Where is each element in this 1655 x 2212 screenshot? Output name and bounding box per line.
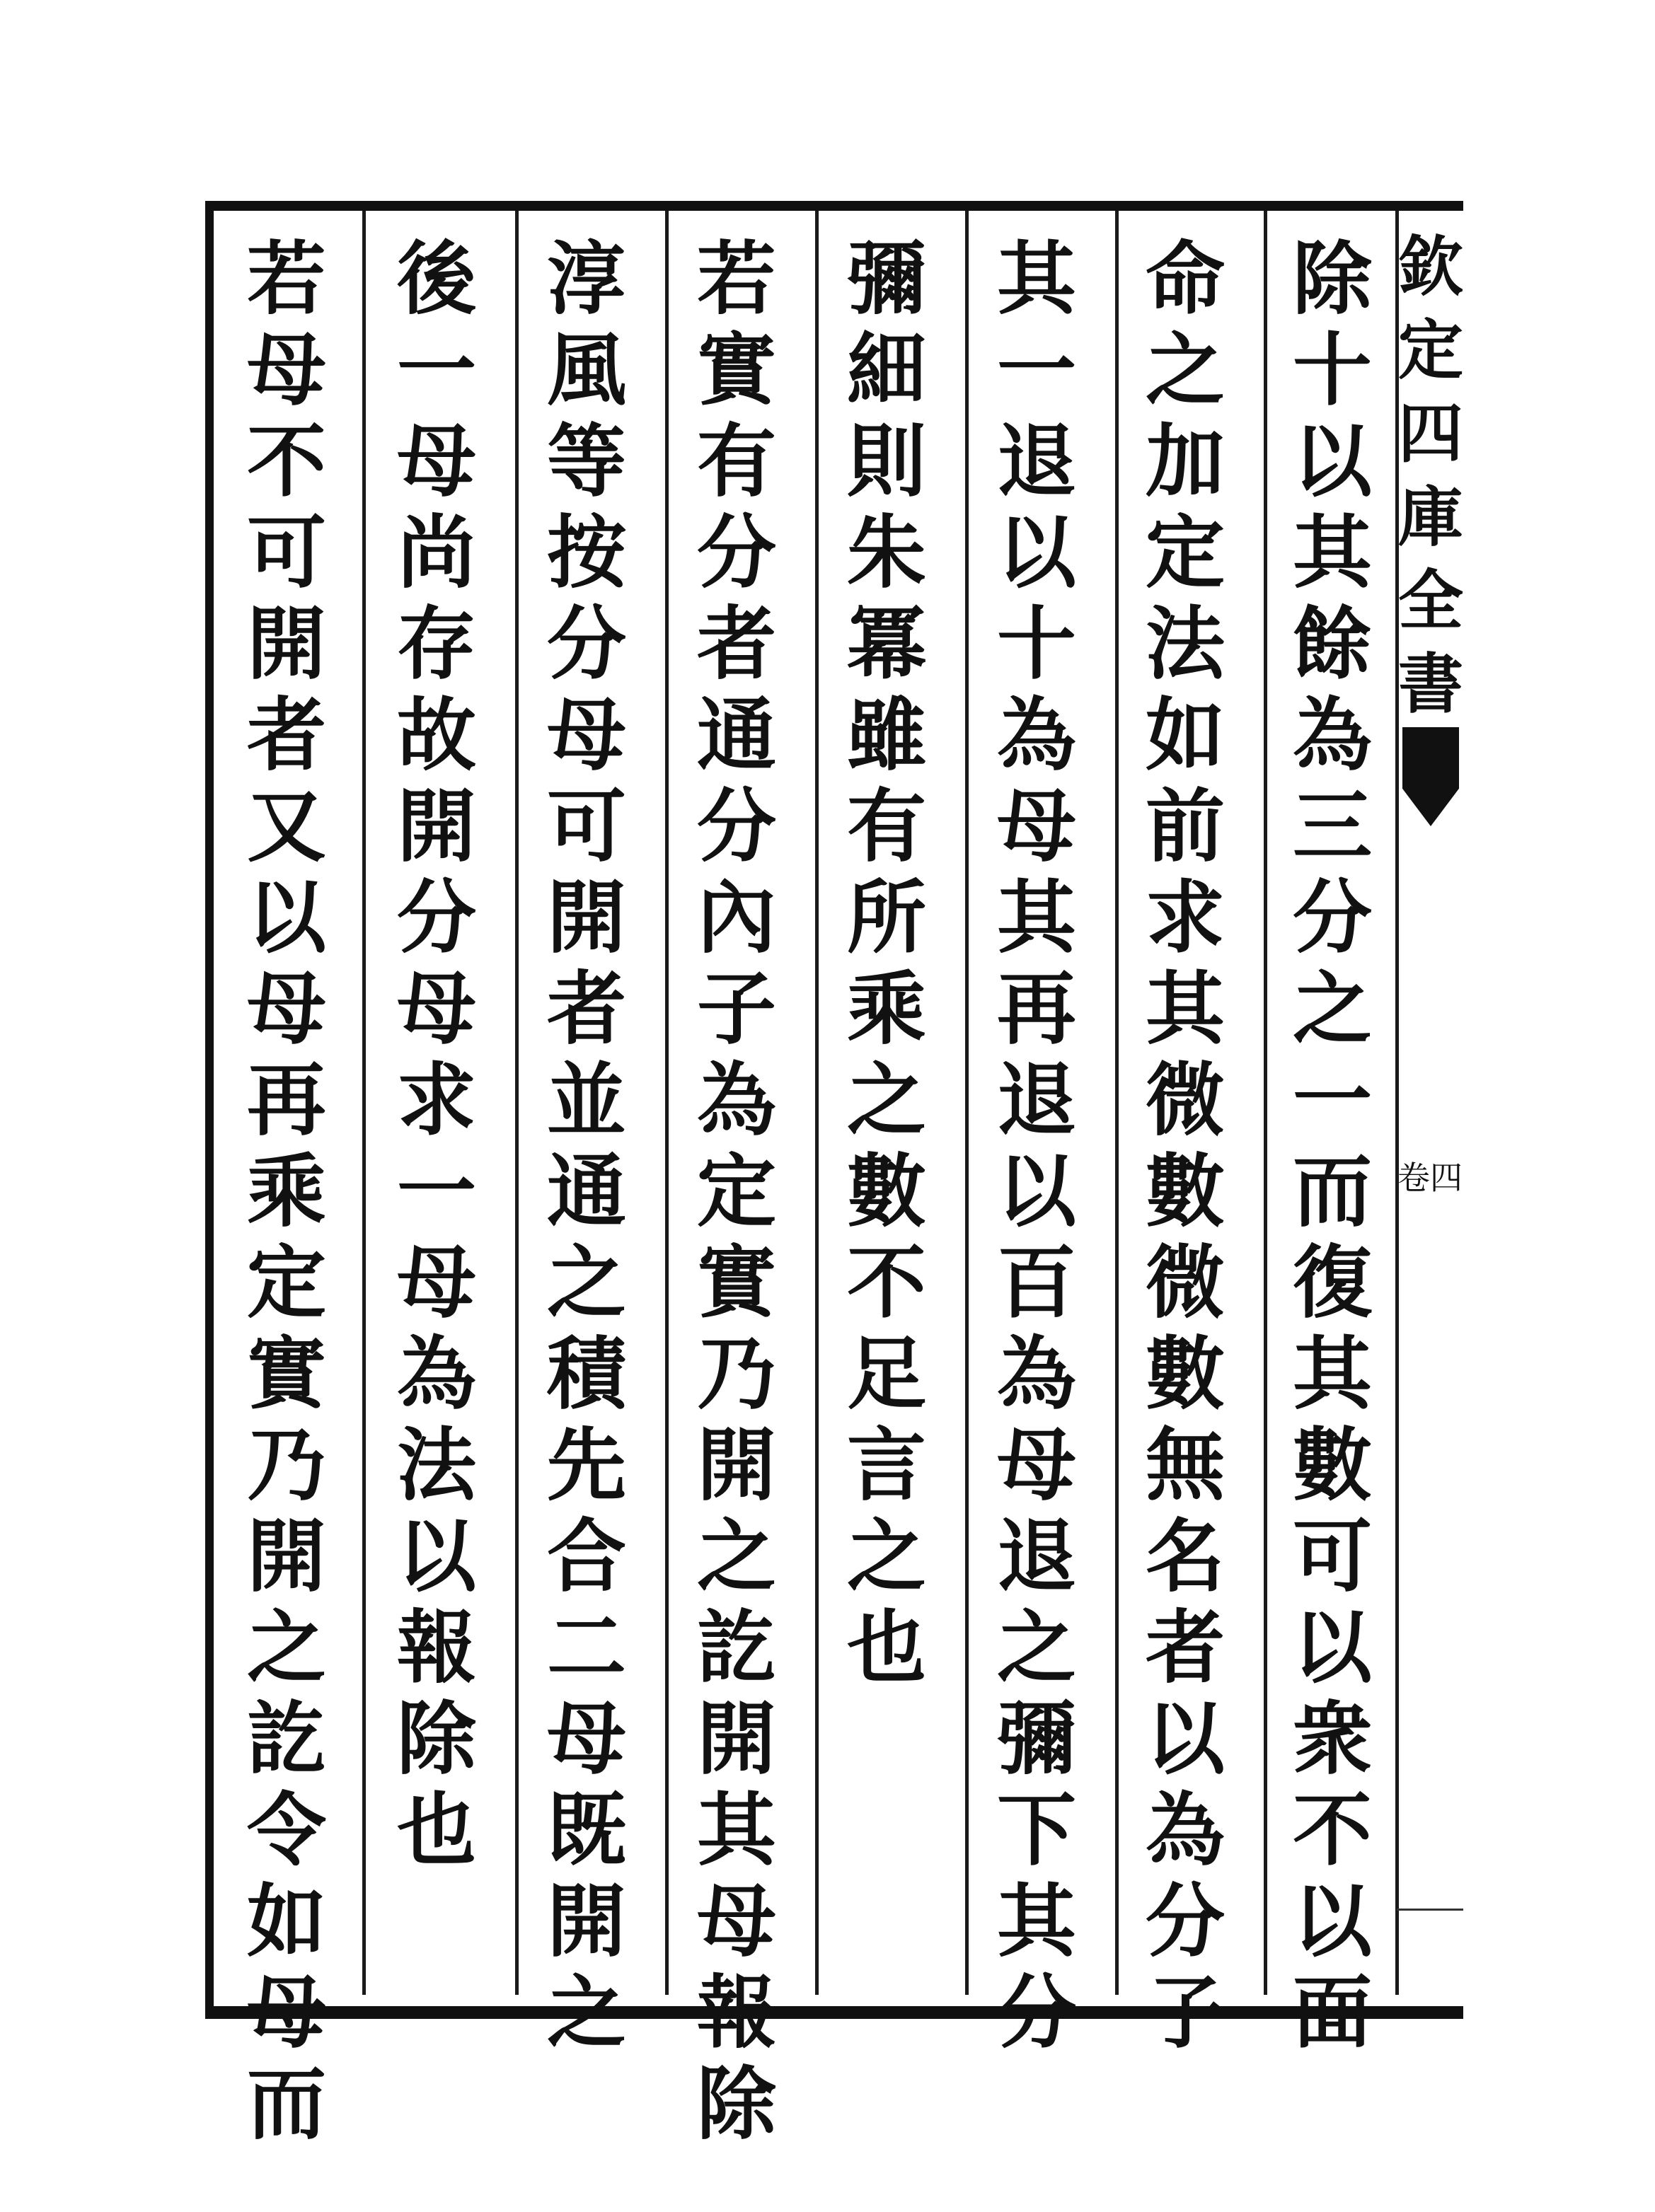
character: 乘	[847, 963, 926, 1055]
character: 面	[1293, 1967, 1372, 2059]
character: 母	[247, 963, 326, 1055]
character: 若	[247, 233, 326, 325]
character: 而	[247, 2058, 326, 2150]
title-character: 書	[1398, 646, 1464, 722]
character: 之	[997, 1602, 1076, 1694]
character: 以	[997, 1145, 1076, 1238]
text-column-8	[219, 233, 354, 2150]
character: 分	[697, 506, 776, 599]
title-character: 全	[1398, 562, 1464, 639]
character: 退	[997, 415, 1076, 508]
character: 分	[997, 1967, 1076, 2059]
character: 按	[547, 506, 626, 599]
character: 一	[397, 1145, 476, 1238]
column-rule	[665, 211, 669, 1995]
character: 通	[547, 1145, 626, 1238]
character: 求	[1146, 872, 1225, 964]
character: 開	[547, 1875, 626, 1968]
character: 其	[997, 872, 1076, 964]
character: 如	[1146, 689, 1225, 782]
character: 可	[547, 780, 626, 873]
character: 之	[847, 1510, 926, 1603]
character: 法	[1146, 598, 1225, 690]
character: 其	[1293, 506, 1372, 599]
character: 尚	[397, 506, 476, 599]
character: 開	[397, 780, 476, 873]
character: 有	[697, 415, 776, 508]
character: 分	[1146, 1875, 1225, 1968]
character: 衆	[1293, 1693, 1372, 1785]
character: 為	[697, 1054, 776, 1147]
character: 復	[1293, 1237, 1372, 1329]
character: 以	[1293, 1875, 1372, 1968]
character: 數	[1293, 1419, 1372, 1512]
text-column-3	[969, 233, 1104, 2058]
character: 又	[247, 780, 326, 873]
character: 淳	[547, 233, 626, 325]
character: 分	[547, 598, 626, 690]
character: 其	[1293, 1328, 1372, 1420]
character: 其	[997, 233, 1076, 325]
character: 數	[847, 1145, 926, 1238]
character: 報	[697, 1967, 776, 2059]
character: 母	[997, 780, 1076, 873]
character: 為	[1293, 689, 1372, 782]
character: 如	[247, 1875, 326, 1968]
character: 有	[847, 780, 926, 873]
book-title	[1397, 225, 1463, 726]
character: 可	[1293, 1510, 1372, 1603]
character: 加	[1146, 415, 1225, 508]
character: 以	[997, 506, 1076, 599]
character: 二	[547, 1602, 626, 1694]
character: 開	[247, 1510, 326, 1603]
character: 下	[997, 1784, 1076, 1877]
volume-label: 卷四	[1397, 1159, 1463, 1197]
character: 存	[397, 598, 476, 690]
character: 以	[397, 1510, 476, 1603]
character: 之	[697, 1510, 776, 1603]
character: 母	[547, 1693, 626, 1785]
margin-rule	[1397, 1909, 1463, 1911]
character: 之	[1293, 963, 1372, 1055]
column-rule	[515, 211, 519, 1995]
character: 百	[997, 1237, 1076, 1329]
character: 令	[247, 1784, 326, 1877]
character: 微	[1146, 1237, 1225, 1329]
character: 開	[247, 598, 326, 690]
character: 故	[397, 689, 476, 782]
character: 其	[1146, 963, 1225, 1055]
column-rule	[815, 211, 819, 1995]
character: 名	[1146, 1510, 1225, 1603]
character: 子	[1146, 1967, 1225, 2059]
character: 以	[1293, 1602, 1372, 1694]
character: 母	[397, 415, 476, 508]
character: 可	[247, 506, 326, 599]
character: 乘	[247, 1145, 326, 1238]
character: 一	[1293, 1054, 1372, 1147]
character: 數	[1146, 1328, 1225, 1420]
character: 無	[1146, 1419, 1225, 1512]
character: 退	[997, 1510, 1076, 1603]
character: 為	[397, 1328, 476, 1420]
character: 數	[1146, 1145, 1225, 1238]
character: 彌	[997, 1693, 1076, 1785]
character: 並	[547, 1054, 626, 1147]
character: 求	[397, 1054, 476, 1147]
character: 等	[547, 415, 626, 508]
character: 母	[547, 689, 626, 782]
character: 合	[547, 1510, 626, 1603]
character: 後	[397, 233, 476, 325]
character: 者	[697, 598, 776, 690]
character: 分	[397, 872, 476, 964]
character: 退	[997, 1054, 1076, 1147]
character: 三	[1293, 780, 1372, 873]
character: 之	[547, 1967, 626, 2059]
character: 定	[1146, 506, 1225, 599]
character: 者	[547, 963, 626, 1055]
character: 之	[847, 1054, 926, 1147]
margin-strip	[1397, 211, 1463, 2008]
character: 言	[847, 1419, 926, 1512]
character: 訖	[697, 1602, 776, 1694]
character: 再	[997, 963, 1076, 1055]
character: 為	[997, 1328, 1076, 1420]
character: 不	[847, 1237, 926, 1329]
character: 實	[697, 324, 776, 417]
character: 實	[697, 1237, 776, 1329]
character: 前	[1146, 780, 1225, 873]
character: 母	[397, 1237, 476, 1329]
text-column-1	[1265, 233, 1400, 2058]
title-character: 定	[1398, 312, 1464, 388]
character: 母	[247, 324, 326, 417]
character: 而	[1293, 1145, 1372, 1238]
character: 母	[997, 1419, 1076, 1512]
character: 彌	[847, 233, 926, 325]
character: 不	[247, 415, 326, 508]
character: 通	[697, 689, 776, 782]
character: 先	[547, 1419, 626, 1512]
character: 開	[547, 872, 626, 964]
character: 母	[247, 1967, 326, 2059]
character: 細	[847, 324, 926, 417]
character: 母	[697, 1875, 776, 1968]
character: 則	[847, 415, 926, 508]
character: 定	[697, 1145, 776, 1238]
fishtail-mark-icon	[1402, 727, 1459, 826]
character: 積	[547, 1328, 626, 1420]
character: 以	[1146, 1693, 1225, 1785]
character: 命	[1146, 233, 1225, 325]
character: 為	[997, 689, 1076, 782]
character: 若	[697, 233, 776, 325]
character: 其	[997, 1875, 1076, 1968]
character: 分	[697, 780, 776, 873]
title-character: 四	[1398, 395, 1464, 472]
character: 乃	[697, 1328, 776, 1420]
character: 雖	[847, 689, 926, 782]
character: 除	[397, 1693, 476, 1785]
character: 開	[697, 1693, 776, 1785]
character: 分	[1293, 872, 1372, 964]
character: 餘	[1293, 598, 1372, 690]
character: 開	[697, 1419, 776, 1512]
character: 之	[247, 1602, 326, 1694]
character: 為	[1146, 1784, 1225, 1877]
character: 定	[247, 1237, 326, 1329]
title-character: 欽	[1398, 228, 1464, 305]
character: 不	[1293, 1784, 1372, 1877]
text-column-6	[519, 233, 654, 2058]
character: 既	[547, 1784, 626, 1877]
character: 一	[397, 324, 476, 417]
character: 之	[1146, 324, 1225, 417]
text-column-2	[1118, 233, 1252, 2058]
title-character: 庫	[1398, 479, 1464, 555]
character: 母	[397, 963, 476, 1055]
character: 子	[697, 963, 776, 1055]
character: 冪	[847, 598, 926, 690]
character: 足	[847, 1328, 926, 1420]
character: 十	[1293, 324, 1372, 417]
character: 朱	[847, 506, 926, 599]
text-column-4	[819, 233, 954, 1693]
character: 除	[1293, 233, 1372, 325]
character: 其	[697, 1784, 776, 1877]
character: 一	[997, 324, 1076, 417]
character: 之	[547, 1237, 626, 1329]
character: 微	[1146, 1054, 1225, 1147]
character: 所	[847, 872, 926, 964]
character: 者	[247, 689, 326, 782]
text-column-5	[669, 233, 804, 2150]
character: 也	[847, 1602, 926, 1694]
character: 報	[397, 1602, 476, 1694]
character: 風	[547, 324, 626, 417]
column-rule	[965, 211, 969, 1995]
column-rule	[362, 211, 366, 1995]
character: 再	[247, 1054, 326, 1147]
text-column-7	[369, 233, 504, 1876]
character: 內	[697, 872, 776, 964]
character: 乃	[247, 1419, 326, 1512]
character: 除	[697, 2058, 776, 2150]
character: 實	[247, 1328, 326, 1420]
character: 法	[397, 1419, 476, 1512]
character: 十	[997, 598, 1076, 690]
character: 以	[247, 872, 326, 964]
character: 以	[1293, 415, 1372, 508]
character: 也	[397, 1784, 476, 1877]
character: 者	[1146, 1602, 1225, 1694]
character: 訖	[247, 1693, 326, 1785]
